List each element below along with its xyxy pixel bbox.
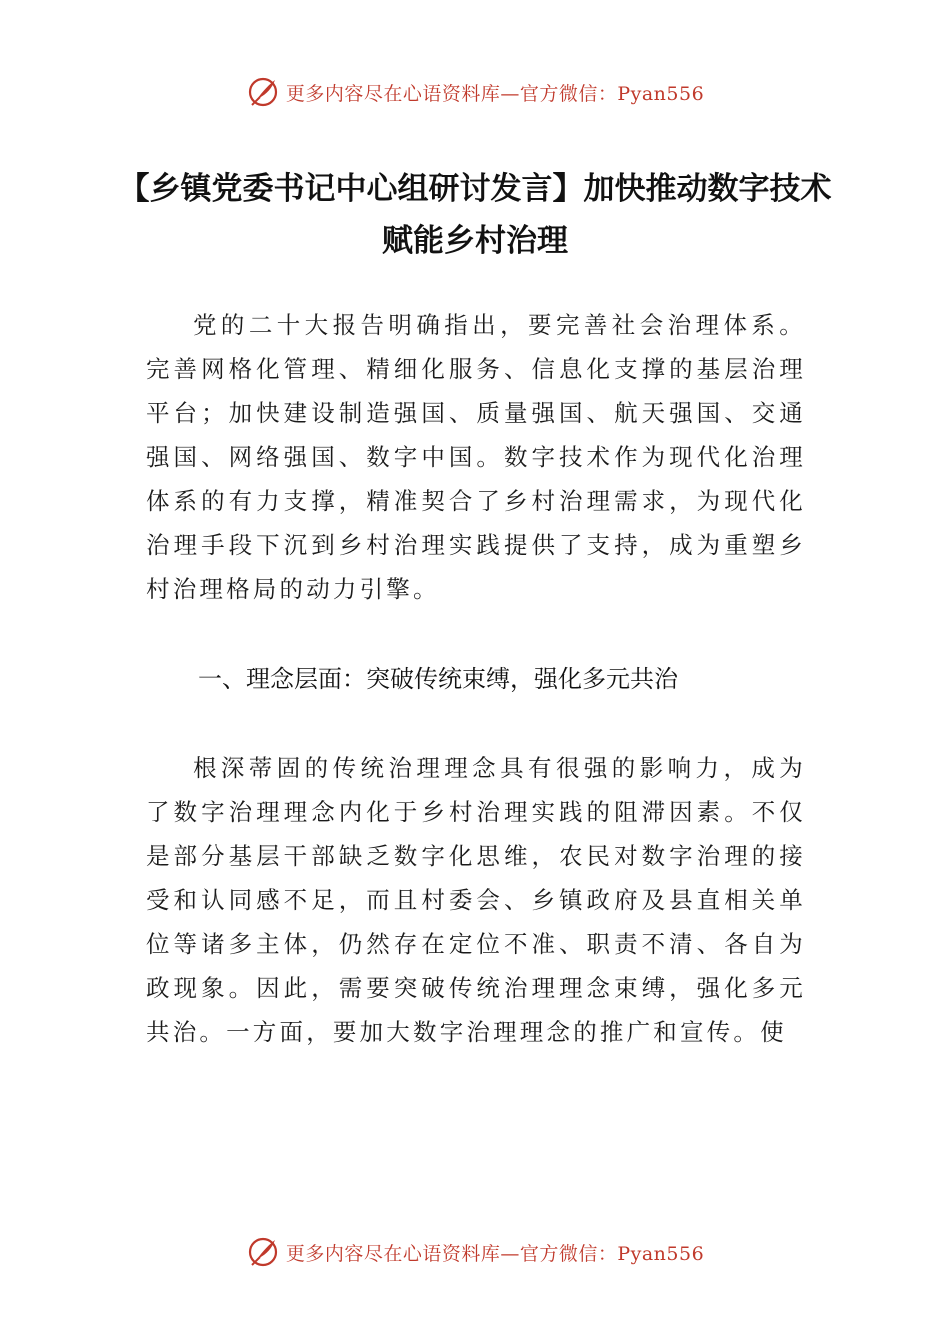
header-banner-text: 更多内容尽在心语资料库—官方微信：Pyan556 [285, 82, 705, 105]
section-heading-1: 一、理念层面：突破传统束缚，强化多元共治 [198, 665, 678, 693]
paragraph-section-1: 根深蒂固的传统治理理念具有很强的影响力，成为了数字治理理念内化于乡村治理实践的阻滞因素。不仅是部分基层干部缺乏数字化思维，农民对数字治理的接受和认同感不足，而且村委会、乡镇政府及县直相关单位等诸多主体，仍然存在定位不准、职责不清、各自为政现象。因此，需要突破传统治理理念束缚，强化多元共治。一方面，要加大数字治理理念的推广和宣传。使 [146, 754, 806, 1046]
feather-logo-icon [246, 1235, 280, 1269]
document-title: 【乡镇党委书记中心组研讨发言】加快推动数字技术赋能乡村治理 [118, 171, 832, 259]
feather-logo-icon [246, 75, 280, 109]
header-banner [0, 72, 950, 112]
footer-banner [0, 1232, 950, 1272]
footer-banner-text: 更多内容尽在心语资料库—官方微信：Pyan556 [285, 1242, 705, 1265]
paragraph-intro: 党的二十大报告明确指出，要完善社会治理体系。完善网格化管理、精细化服务、信息化支撑的基层治理平台；加快建设制造强国、质量强国、航天强国、交通强国、网络强国、数字中国。数字技术作为现代化治理体系的有力支撑，精准契合了乡村治理需求，为现代化治理手段下沉到乡村治理实践提供了支持，成为重塑乡村治理格局的动力引擎。 [146, 311, 806, 603]
